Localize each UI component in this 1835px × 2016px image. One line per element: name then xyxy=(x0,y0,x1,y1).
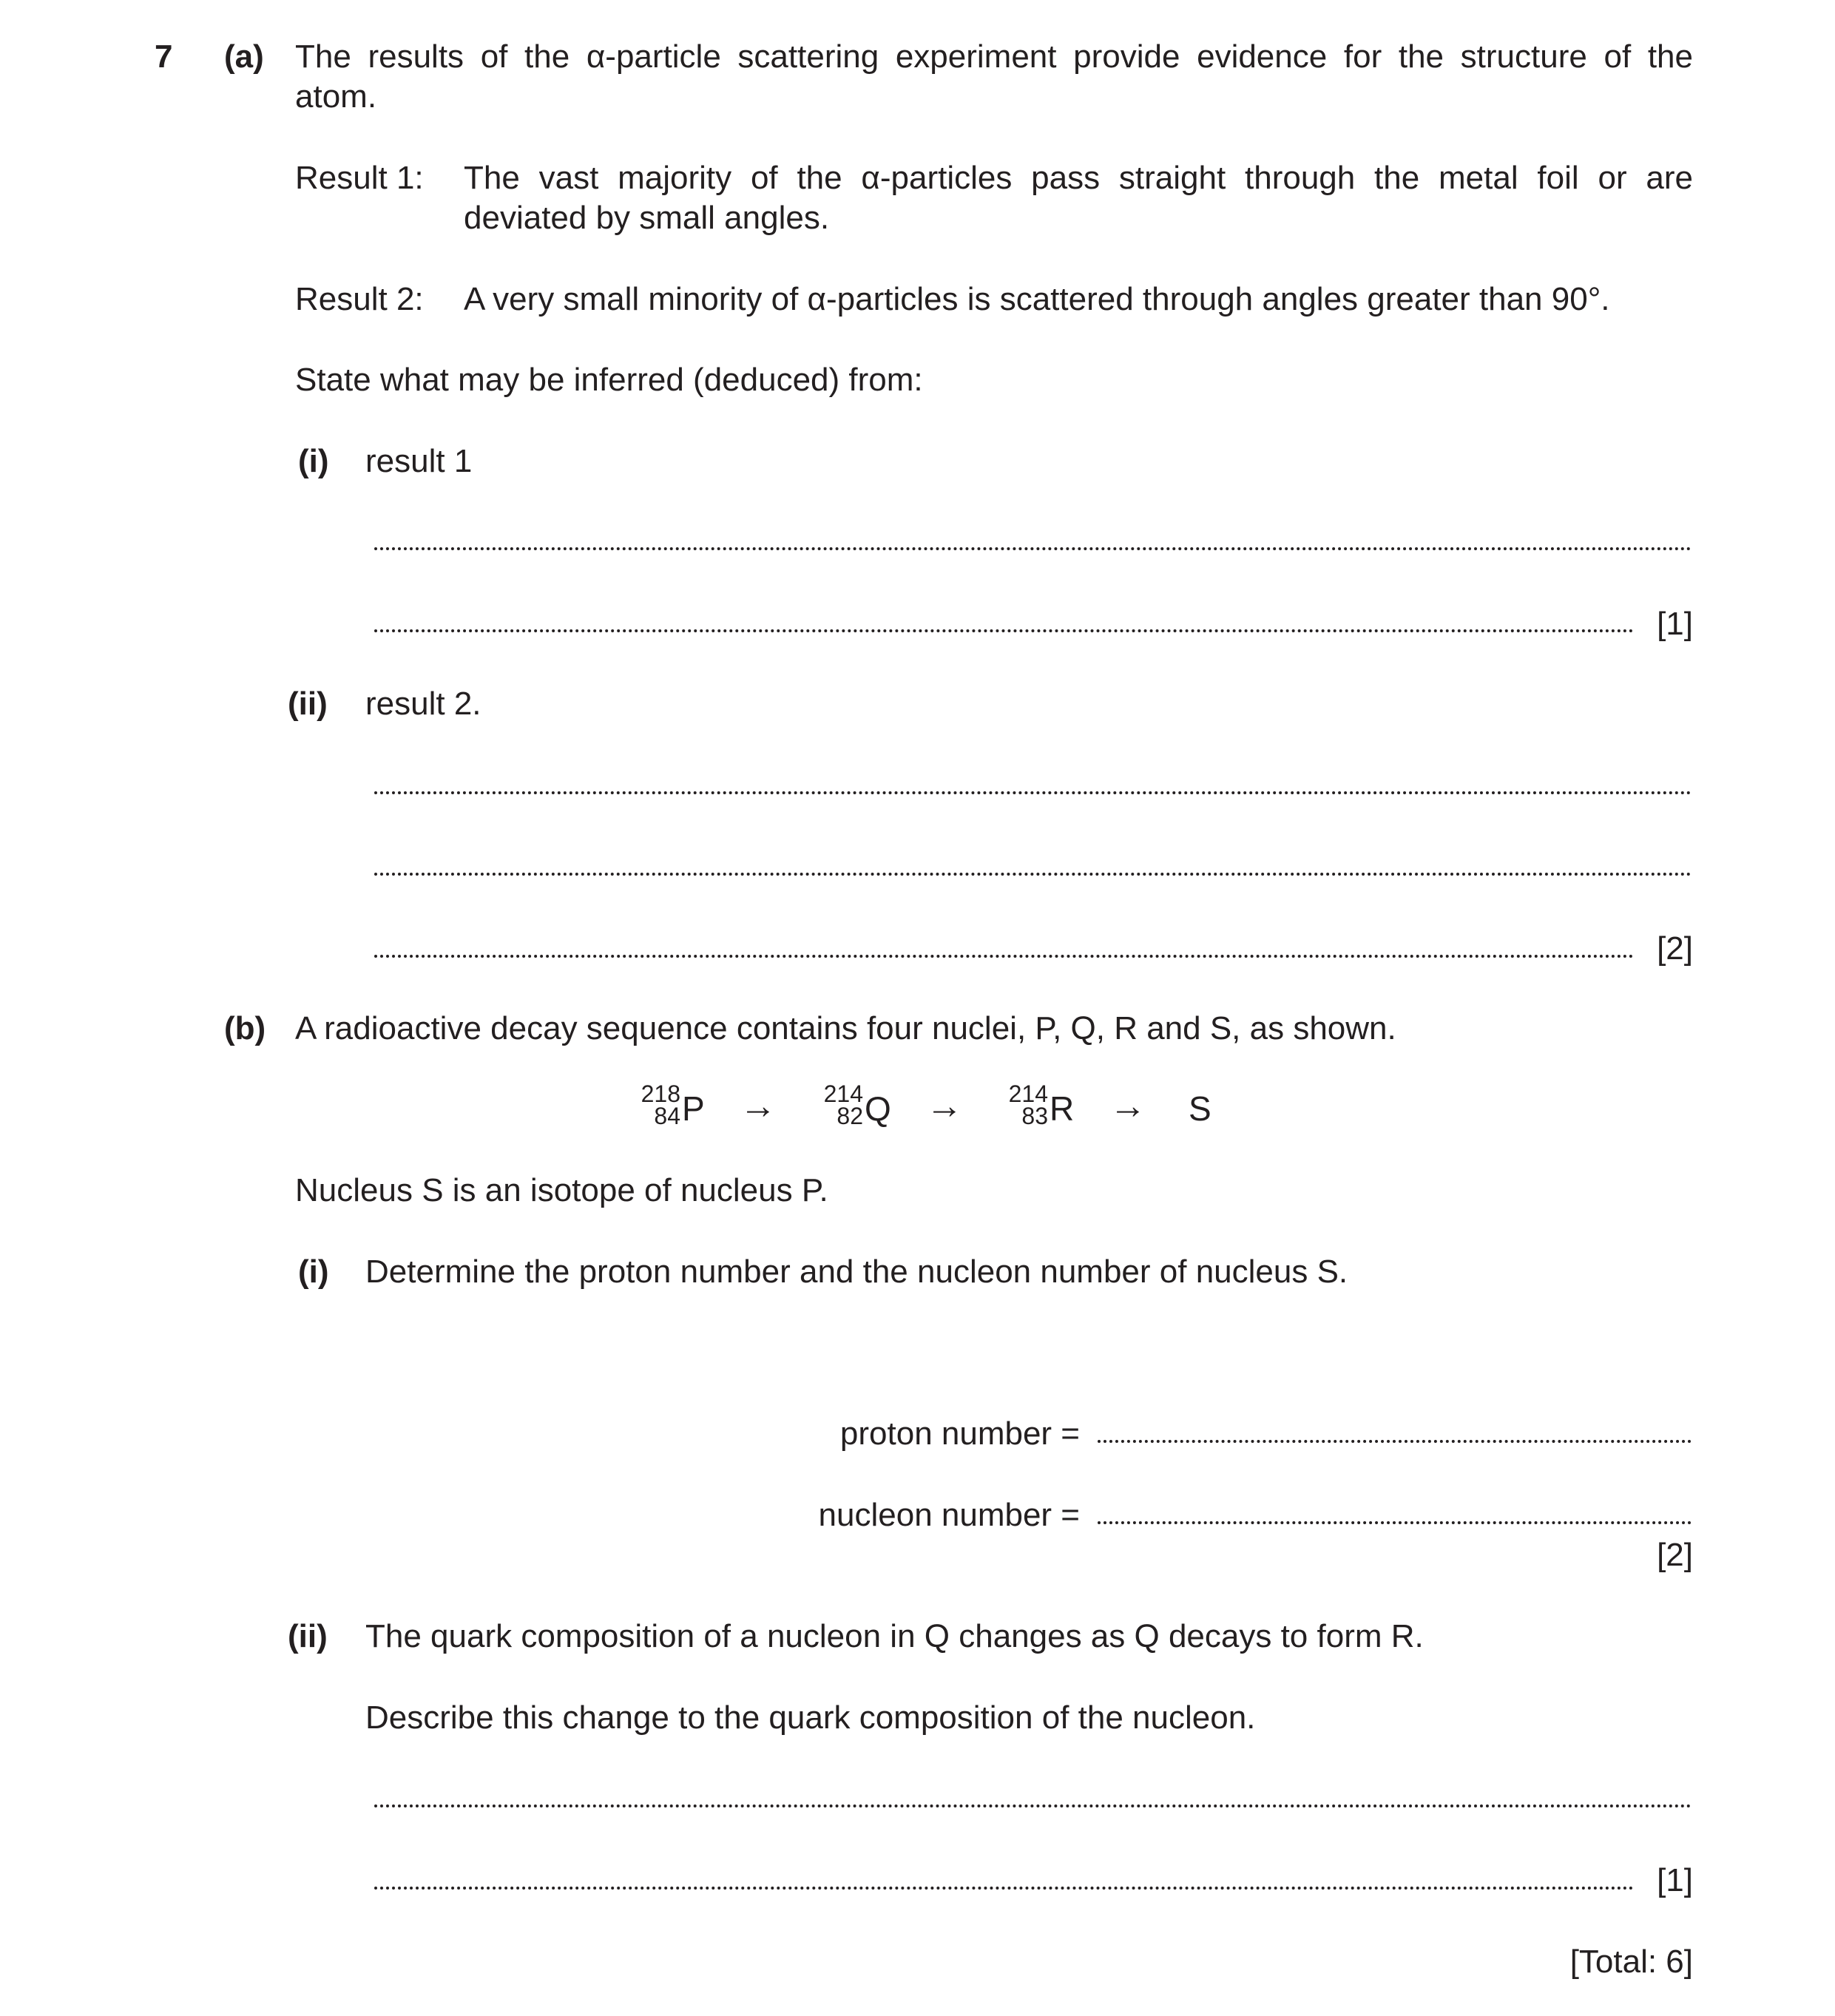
part-a-ii-label: (ii) xyxy=(288,686,328,722)
part-b-intro: A radioactive decay sequence contains four nuclei, P, Q, R and S, as shown. xyxy=(295,1010,1396,1046)
decay-arrow: → xyxy=(1109,1085,1146,1126)
instruction-text: State what may be inferred (deduced) from: xyxy=(295,362,923,398)
part-b-label: (b) xyxy=(224,1010,266,1046)
marks-a-ii: [2] xyxy=(1657,930,1693,967)
part-a-label: (a) xyxy=(224,38,264,75)
part-b-i-label: (i) xyxy=(298,1254,329,1290)
atomic-number: 84 xyxy=(654,1103,680,1129)
answer-line[interactable] xyxy=(374,873,1692,876)
part-a-intro-line2: atom. xyxy=(295,78,377,115)
proton-number-answer[interactable] xyxy=(1098,1440,1692,1443)
answer-line[interactable] xyxy=(374,629,1634,632)
part-b-ii-text: The quark composition of a nucleon in Q changes as Q decays to form R. xyxy=(365,1618,1424,1654)
nucleus-symbol: R xyxy=(1050,1089,1075,1128)
part-a-ii-text: result 2. xyxy=(365,686,481,722)
question-number: 7 xyxy=(155,38,173,75)
marks-a-i: [1] xyxy=(1657,606,1693,642)
atomic-number: 83 xyxy=(1021,1103,1048,1129)
result2-text: A very small minority of α-particles is scattered through angles greater than 90°. xyxy=(464,281,1610,317)
result2-label: Result 2: xyxy=(295,281,424,317)
part-a-i-label: (i) xyxy=(298,443,329,479)
nucleon-number-answer[interactable] xyxy=(1098,1521,1692,1524)
part-b-i-text: Determine the proton number and the nucleon number of nucleus S. xyxy=(365,1254,1348,1290)
result1-label: Result 1: xyxy=(295,160,424,196)
result1-line2: deviated by small angles. xyxy=(464,200,830,236)
nucleus-s: S xyxy=(1189,1089,1211,1128)
part-a-intro-line1: The results of the α-particle scattering experiment provide evidence for the structure of the xyxy=(295,38,1693,75)
atomic-number: 82 xyxy=(837,1103,863,1129)
nucleus-symbol: Q xyxy=(865,1089,891,1128)
decay-arrow: → xyxy=(926,1085,963,1126)
total-marks: [Total: 6] xyxy=(1569,1944,1693,1980)
marks-b-i: [2] xyxy=(1657,1537,1693,1573)
decay-arrow: → xyxy=(740,1085,777,1126)
marks-b-ii: [1] xyxy=(1657,1862,1693,1898)
mass-number: 214 xyxy=(1008,1080,1048,1107)
nucleus-symbol: P xyxy=(682,1089,705,1128)
isotope-statement: Nucleus S is an isotope of nucleus P. xyxy=(295,1172,828,1208)
mass-number: 218 xyxy=(641,1080,680,1107)
mass-number: 214 xyxy=(823,1080,863,1107)
result1-line1: The vast majority of the α-particles pass straight through the metal foil or are xyxy=(464,160,1693,196)
answer-line[interactable] xyxy=(374,547,1692,550)
answer-line[interactable] xyxy=(374,955,1634,958)
proton-number-label: proton number = xyxy=(839,1415,1080,1452)
answer-line[interactable] xyxy=(374,791,1692,794)
nucleon-number-label: nucleon number = xyxy=(818,1497,1080,1533)
part-b-ii-instruction: Describe this change to the quark composition of the nucleon. xyxy=(365,1699,1256,1736)
part-b-ii-label: (ii) xyxy=(288,1618,328,1654)
answer-line[interactable] xyxy=(374,1887,1634,1890)
answer-line[interactable] xyxy=(374,1804,1692,1807)
part-a-i-text: result 1 xyxy=(365,443,473,479)
